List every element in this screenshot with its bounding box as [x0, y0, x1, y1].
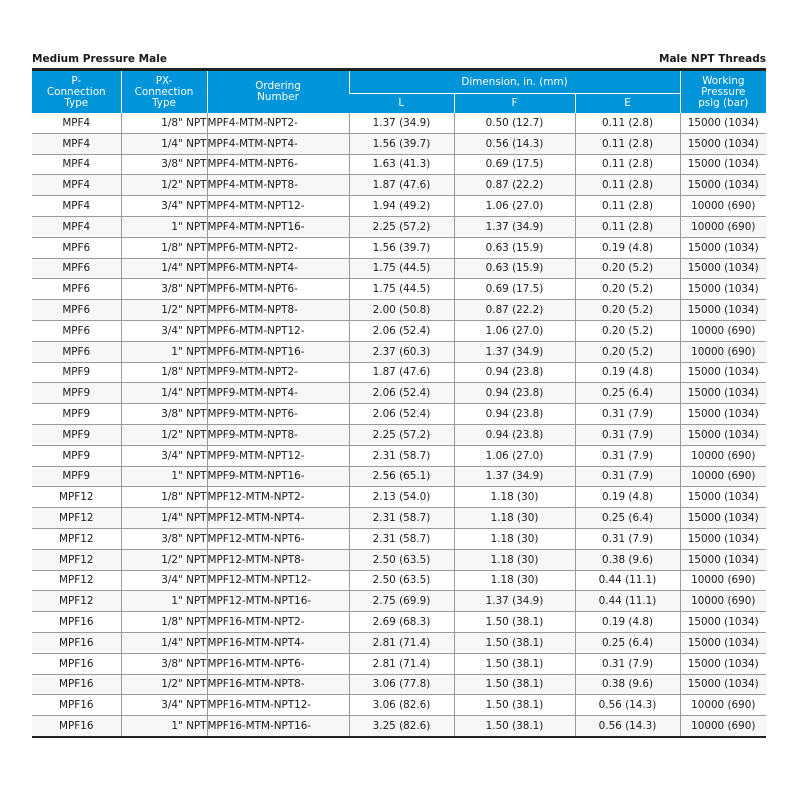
ordering-number-cell: MPF12-MTM-NPT4- — [207, 508, 349, 529]
table-row — [32, 591, 766, 612]
dimension-f-cell: 1.50 (38.1) — [454, 653, 575, 674]
ordering-number-cell: MPF12-MTM-NPT16- — [207, 591, 349, 612]
working-pressure-cell: 15000 (1034) — [680, 133, 766, 154]
title-bar — [32, 52, 766, 66]
dimension-e-cell: 0.11 (2.8) — [575, 133, 680, 154]
table-row — [32, 424, 766, 445]
ordering-number-cell: MPF4-MTM-NPT4- — [207, 133, 349, 154]
dimension-f-cell: 0.87 (22.2) — [454, 175, 575, 196]
dimension-f-cell: 1.18 (30) — [454, 487, 575, 508]
working-pressure-cell: 15000 (1034) — [680, 404, 766, 425]
p-connection-type-cell: MPF12 — [32, 528, 121, 549]
working-pressure-cell: 15000 (1034) — [680, 362, 766, 383]
table-row — [32, 341, 766, 362]
dimension-f-cell: 1.50 (38.1) — [454, 695, 575, 716]
working-pressure-cell: 10000 (690) — [680, 341, 766, 362]
p-connection-type-cell: MPF9 — [32, 404, 121, 425]
dimension-l-cell: 3.06 (77.8) — [349, 674, 454, 695]
col-header-dim-f: F — [454, 94, 575, 114]
dimension-e-cell: 0.38 (9.6) — [575, 674, 680, 695]
working-pressure-cell: 15000 (1034) — [680, 383, 766, 404]
dimension-e-cell: 0.20 (5.2) — [575, 341, 680, 362]
dimension-e-cell: 0.44 (11.1) — [575, 591, 680, 612]
ordering-number-cell: MPF9-MTM-NPT4- — [207, 383, 349, 404]
working-pressure-cell: 10000 (690) — [680, 216, 766, 237]
working-pressure-cell: 15000 (1034) — [680, 258, 766, 279]
table-row — [32, 695, 766, 716]
p-connection-type-cell: MPF4 — [32, 113, 121, 133]
dimension-f-cell: 0.56 (14.3) — [454, 133, 575, 154]
dimension-l-cell: 1.63 (41.3) — [349, 154, 454, 175]
ordering-number-cell: MPF12-MTM-NPT8- — [207, 549, 349, 570]
table-title: Medium Pressure Male — [32, 53, 167, 65]
dimension-l-cell: 2.75 (69.9) — [349, 591, 454, 612]
dimension-e-cell: 0.56 (14.3) — [575, 695, 680, 716]
dimension-e-cell: 0.31 (7.9) — [575, 653, 680, 674]
p-connection-type-cell: MPF4 — [32, 175, 121, 196]
ordering-number-cell: MPF16-MTM-NPT16- — [207, 716, 349, 737]
p-connection-type-cell: MPF6 — [32, 341, 121, 362]
dimension-f-cell: 1.50 (38.1) — [454, 674, 575, 695]
ordering-number-cell: MPF9-MTM-NPT2- — [207, 362, 349, 383]
dimension-f-cell: 1.50 (38.1) — [454, 632, 575, 653]
ordering-number-cell: MPF6-MTM-NPT2- — [207, 237, 349, 258]
px-connection-type-cell: 1/4" NPT — [121, 383, 207, 404]
px-connection-type-cell: 1/2" NPT — [121, 674, 207, 695]
ordering-number-cell: MPF16-MTM-NPT4- — [207, 632, 349, 653]
dimension-e-cell: 0.11 (2.8) — [575, 196, 680, 217]
dimension-l-cell: 1.75 (44.5) — [349, 279, 454, 300]
px-connection-type-cell: 1/2" NPT — [121, 175, 207, 196]
table-row — [32, 258, 766, 279]
p-connection-type-cell: MPF16 — [32, 674, 121, 695]
dimension-e-cell: 0.38 (9.6) — [575, 549, 680, 570]
col-header-p-connection-type: P- Connection Type — [32, 70, 121, 114]
dimension-e-cell: 0.20 (5.2) — [575, 279, 680, 300]
p-connection-type-cell: MPF4 — [32, 196, 121, 217]
working-pressure-cell: 15000 (1034) — [680, 612, 766, 633]
dimension-e-cell: 0.44 (11.1) — [575, 570, 680, 591]
ordering-number-cell: MPF4-MTM-NPT2- — [207, 113, 349, 133]
dimension-f-cell: 1.18 (30) — [454, 570, 575, 591]
col-header-dimension: Dimension, in. (mm) — [349, 70, 680, 94]
ordering-number-cell: MPF12-MTM-NPT2- — [207, 487, 349, 508]
dimension-l-cell: 2.25 (57.2) — [349, 424, 454, 445]
ordering-number-cell: MPF6-MTM-NPT4- — [207, 258, 349, 279]
dimension-l-cell: 2.06 (52.4) — [349, 320, 454, 341]
dimension-l-cell: 1.56 (39.7) — [349, 133, 454, 154]
dimension-e-cell: 0.11 (2.8) — [575, 154, 680, 175]
dimension-e-cell: 0.31 (7.9) — [575, 404, 680, 425]
table-row — [32, 133, 766, 154]
table-row — [32, 362, 766, 383]
ordering-number-cell: MPF4-MTM-NPT8- — [207, 175, 349, 196]
dimension-e-cell: 0.56 (14.3) — [575, 716, 680, 737]
table-row — [32, 175, 766, 196]
dimension-e-cell: 0.11 (2.8) — [575, 113, 680, 133]
working-pressure-cell: 15000 (1034) — [680, 487, 766, 508]
dimension-f-cell: 1.06 (27.0) — [454, 196, 575, 217]
ordering-number-cell: MPF16-MTM-NPT12- — [207, 695, 349, 716]
working-pressure-cell: 15000 (1034) — [680, 175, 766, 196]
ordering-number-cell: MPF4-MTM-NPT12- — [207, 196, 349, 217]
dimension-f-cell: 0.63 (15.9) — [454, 258, 575, 279]
dimension-e-cell: 0.25 (6.4) — [575, 508, 680, 529]
px-connection-type-cell: 1" NPT — [121, 216, 207, 237]
dimension-f-cell: 1.50 (38.1) — [454, 612, 575, 633]
dimension-e-cell: 0.25 (6.4) — [575, 383, 680, 404]
dimension-l-cell: 1.56 (39.7) — [349, 237, 454, 258]
col-header-ordering-number: Ordering Number — [207, 70, 349, 114]
table-row — [32, 237, 766, 258]
ordering-number-cell: MPF6-MTM-NPT8- — [207, 300, 349, 321]
dimension-e-cell: 0.20 (5.2) — [575, 300, 680, 321]
col-header-dim-e: E — [575, 94, 680, 114]
p-connection-type-cell: MPF9 — [32, 362, 121, 383]
p-connection-type-cell: MPF12 — [32, 570, 121, 591]
working-pressure-cell: 15000 (1034) — [680, 674, 766, 695]
dimension-l-cell: 2.56 (65.1) — [349, 466, 454, 487]
px-connection-type-cell: 1" NPT — [121, 466, 207, 487]
table-row — [32, 320, 766, 341]
px-connection-type-cell: 3/8" NPT — [121, 279, 207, 300]
working-pressure-cell: 10000 (690) — [680, 196, 766, 217]
dimension-l-cell: 2.31 (58.7) — [349, 528, 454, 549]
col-header-working-pressure: Working Pressure psig (bar) — [680, 70, 766, 114]
p-connection-type-cell: MPF4 — [32, 133, 121, 154]
working-pressure-cell: 15000 (1034) — [680, 424, 766, 445]
table-row — [32, 549, 766, 570]
ordering-number-cell: MPF16-MTM-NPT2- — [207, 612, 349, 633]
working-pressure-cell: 10000 (690) — [680, 466, 766, 487]
p-connection-type-cell: MPF6 — [32, 300, 121, 321]
p-connection-type-cell: MPF12 — [32, 591, 121, 612]
dimension-e-cell: 0.19 (4.8) — [575, 612, 680, 633]
working-pressure-cell: 10000 (690) — [680, 445, 766, 466]
table-body — [32, 113, 766, 737]
working-pressure-cell: 10000 (690) — [680, 716, 766, 737]
dimension-l-cell: 2.81 (71.4) — [349, 653, 454, 674]
table-row — [32, 404, 766, 425]
table-row — [32, 487, 766, 508]
dimension-f-cell: 0.50 (12.7) — [454, 113, 575, 133]
dimension-l-cell: 1.87 (47.6) — [349, 175, 454, 196]
p-connection-type-cell: MPF12 — [32, 549, 121, 570]
p-connection-type-cell: MPF16 — [32, 716, 121, 737]
dimension-f-cell: 1.06 (27.0) — [454, 445, 575, 466]
ordering-number-cell: MPF9-MTM-NPT8- — [207, 424, 349, 445]
working-pressure-cell: 10000 (690) — [680, 570, 766, 591]
dimension-f-cell: 0.94 (23.8) — [454, 424, 575, 445]
dimension-f-cell: 1.18 (30) — [454, 508, 575, 529]
px-connection-type-cell: 1/2" NPT — [121, 300, 207, 321]
working-pressure-cell: 15000 (1034) — [680, 528, 766, 549]
working-pressure-cell: 15000 (1034) — [680, 279, 766, 300]
dimension-e-cell: 0.19 (4.8) — [575, 237, 680, 258]
dimension-l-cell: 2.25 (57.2) — [349, 216, 454, 237]
px-connection-type-cell: 1/8" NPT — [121, 362, 207, 383]
working-pressure-cell: 10000 (690) — [680, 591, 766, 612]
ordering-number-cell: MPF9-MTM-NPT12- — [207, 445, 349, 466]
working-pressure-cell: 15000 (1034) — [680, 549, 766, 570]
ordering-number-cell: MPF4-MTM-NPT6- — [207, 154, 349, 175]
dimension-l-cell: 2.31 (58.7) — [349, 445, 454, 466]
p-connection-type-cell: MPF16 — [32, 612, 121, 633]
working-pressure-cell: 15000 (1034) — [680, 632, 766, 653]
dimension-l-cell: 2.13 (54.0) — [349, 487, 454, 508]
px-connection-type-cell: 3/8" NPT — [121, 528, 207, 549]
working-pressure-cell: 10000 (690) — [680, 695, 766, 716]
dimension-l-cell: 1.37 (34.9) — [349, 113, 454, 133]
dimension-l-cell: 3.25 (82.6) — [349, 716, 454, 737]
p-connection-type-cell: MPF4 — [32, 154, 121, 175]
dimension-e-cell: 0.25 (6.4) — [575, 632, 680, 653]
dimension-e-cell: 0.31 (7.9) — [575, 424, 680, 445]
px-connection-type-cell: 1/8" NPT — [121, 487, 207, 508]
col-header-px-connection-type: PX- Connection Type — [121, 70, 207, 114]
dimension-l-cell: 3.06 (82.6) — [349, 695, 454, 716]
table-row — [32, 445, 766, 466]
dimension-l-cell: 2.37 (60.3) — [349, 341, 454, 362]
p-connection-type-cell: MPF9 — [32, 445, 121, 466]
dimension-e-cell: 0.11 (2.8) — [575, 175, 680, 196]
px-connection-type-cell: 1/2" NPT — [121, 424, 207, 445]
px-connection-type-cell: 3/8" NPT — [121, 154, 207, 175]
working-pressure-cell: 15000 (1034) — [680, 653, 766, 674]
working-pressure-cell: 15000 (1034) — [680, 113, 766, 133]
px-connection-type-cell: 3/4" NPT — [121, 445, 207, 466]
dimension-e-cell: 0.31 (7.9) — [575, 445, 680, 466]
p-connection-type-cell: MPF4 — [32, 216, 121, 237]
dimension-e-cell: 0.11 (2.8) — [575, 216, 680, 237]
dimension-f-cell: 1.37 (34.9) — [454, 466, 575, 487]
dimension-e-cell: 0.19 (4.8) — [575, 362, 680, 383]
table-row — [32, 154, 766, 175]
working-pressure-cell: 15000 (1034) — [680, 300, 766, 321]
table-row — [32, 466, 766, 487]
p-connection-type-cell: MPF6 — [32, 320, 121, 341]
table-row — [32, 508, 766, 529]
col-header-dim-l: L — [349, 94, 454, 114]
working-pressure-cell: 15000 (1034) — [680, 154, 766, 175]
p-connection-type-cell: MPF9 — [32, 383, 121, 404]
dimension-l-cell: 2.50 (63.5) — [349, 570, 454, 591]
px-connection-type-cell: 1/4" NPT — [121, 508, 207, 529]
working-pressure-cell: 15000 (1034) — [680, 237, 766, 258]
dimension-f-cell: 0.94 (23.8) — [454, 383, 575, 404]
table-row — [32, 113, 766, 133]
table-row — [32, 632, 766, 653]
px-connection-type-cell: 1/4" NPT — [121, 258, 207, 279]
px-connection-type-cell: 1/8" NPT — [121, 237, 207, 258]
px-connection-type-cell: 3/4" NPT — [121, 320, 207, 341]
px-connection-type-cell: 3/4" NPT — [121, 196, 207, 217]
px-connection-type-cell: 3/4" NPT — [121, 570, 207, 591]
table-row — [32, 216, 766, 237]
table-row — [32, 196, 766, 217]
working-pressure-cell: 10000 (690) — [680, 320, 766, 341]
px-connection-type-cell: 1/4" NPT — [121, 632, 207, 653]
p-connection-type-cell: MPF9 — [32, 424, 121, 445]
dimension-l-cell: 2.50 (63.5) — [349, 549, 454, 570]
dimension-f-cell: 0.69 (17.5) — [454, 279, 575, 300]
table-row — [32, 612, 766, 633]
ordering-number-cell: MPF6-MTM-NPT12- — [207, 320, 349, 341]
table-row — [32, 674, 766, 695]
ordering-number-cell: MPF9-MTM-NPT6- — [207, 404, 349, 425]
dimension-l-cell: 1.94 (49.2) — [349, 196, 454, 217]
dimension-l-cell: 1.75 (44.5) — [349, 258, 454, 279]
fitting-spec-table — [32, 68, 766, 738]
ordering-number-cell: MPF6-MTM-NPT16- — [207, 341, 349, 362]
dimension-e-cell: 0.20 (5.2) — [575, 320, 680, 341]
ordering-number-cell: MPF6-MTM-NPT6- — [207, 279, 349, 300]
p-connection-type-cell: MPF6 — [32, 279, 121, 300]
dimension-f-cell: 1.37 (34.9) — [454, 341, 575, 362]
p-connection-type-cell: MPF12 — [32, 487, 121, 508]
p-connection-type-cell: MPF9 — [32, 466, 121, 487]
dimension-f-cell: 1.50 (38.1) — [454, 716, 575, 737]
table-row — [32, 716, 766, 737]
dimension-l-cell: 2.81 (71.4) — [349, 632, 454, 653]
dimension-e-cell: 0.19 (4.8) — [575, 487, 680, 508]
p-connection-type-cell: MPF6 — [32, 258, 121, 279]
p-connection-type-cell: MPF16 — [32, 653, 121, 674]
dimension-l-cell: 2.00 (50.8) — [349, 300, 454, 321]
px-connection-type-cell: 1" NPT — [121, 341, 207, 362]
table-row — [32, 653, 766, 674]
table-row — [32, 570, 766, 591]
p-connection-type-cell: MPF6 — [32, 237, 121, 258]
dimension-e-cell: 0.20 (5.2) — [575, 258, 680, 279]
px-connection-type-cell: 1/4" NPT — [121, 133, 207, 154]
px-connection-type-cell: 1/2" NPT — [121, 549, 207, 570]
px-connection-type-cell: 3/8" NPT — [121, 653, 207, 674]
dimension-f-cell: 0.94 (23.8) — [454, 404, 575, 425]
dimension-e-cell: 0.31 (7.9) — [575, 528, 680, 549]
dimension-f-cell: 1.37 (34.9) — [454, 591, 575, 612]
px-connection-type-cell: 1" NPT — [121, 716, 207, 737]
p-connection-type-cell: MPF12 — [32, 508, 121, 529]
thread-type-title: Male NPT Threads — [659, 53, 766, 65]
table-row — [32, 279, 766, 300]
dimension-l-cell: 2.31 (58.7) — [349, 508, 454, 529]
dimension-f-cell: 0.63 (15.9) — [454, 237, 575, 258]
px-connection-type-cell: 3/8" NPT — [121, 404, 207, 425]
px-connection-type-cell: 1" NPT — [121, 591, 207, 612]
dimension-l-cell: 1.87 (47.6) — [349, 362, 454, 383]
dimension-f-cell: 1.18 (30) — [454, 549, 575, 570]
dimension-l-cell: 2.06 (52.4) — [349, 404, 454, 425]
dimension-f-cell: 1.06 (27.0) — [454, 320, 575, 341]
px-connection-type-cell: 1/8" NPT — [121, 113, 207, 133]
dimension-f-cell: 0.94 (23.8) — [454, 362, 575, 383]
ordering-number-cell: MPF16-MTM-NPT8- — [207, 674, 349, 695]
dimension-f-cell: 0.87 (22.2) — [454, 300, 575, 321]
dimension-l-cell: 2.69 (68.3) — [349, 612, 454, 633]
p-connection-type-cell: MPF16 — [32, 632, 121, 653]
ordering-number-cell: MPF9-MTM-NPT16- — [207, 466, 349, 487]
table-row — [32, 383, 766, 404]
dimension-f-cell: 0.69 (17.5) — [454, 154, 575, 175]
dimension-e-cell: 0.31 (7.9) — [575, 466, 680, 487]
dimension-f-cell: 1.18 (30) — [454, 528, 575, 549]
px-connection-type-cell: 3/4" NPT — [121, 695, 207, 716]
p-connection-type-cell: MPF16 — [32, 695, 121, 716]
working-pressure-cell: 15000 (1034) — [680, 508, 766, 529]
px-connection-type-cell: 1/8" NPT — [121, 612, 207, 633]
ordering-number-cell: MPF4-MTM-NPT16- — [207, 216, 349, 237]
ordering-number-cell: MPF12-MTM-NPT6- — [207, 528, 349, 549]
dimension-l-cell: 2.06 (52.4) — [349, 383, 454, 404]
dimension-f-cell: 1.37 (34.9) — [454, 216, 575, 237]
table-row — [32, 300, 766, 321]
table-row — [32, 528, 766, 549]
ordering-number-cell: MPF12-MTM-NPT12- — [207, 570, 349, 591]
ordering-number-cell: MPF16-MTM-NPT6- — [207, 653, 349, 674]
